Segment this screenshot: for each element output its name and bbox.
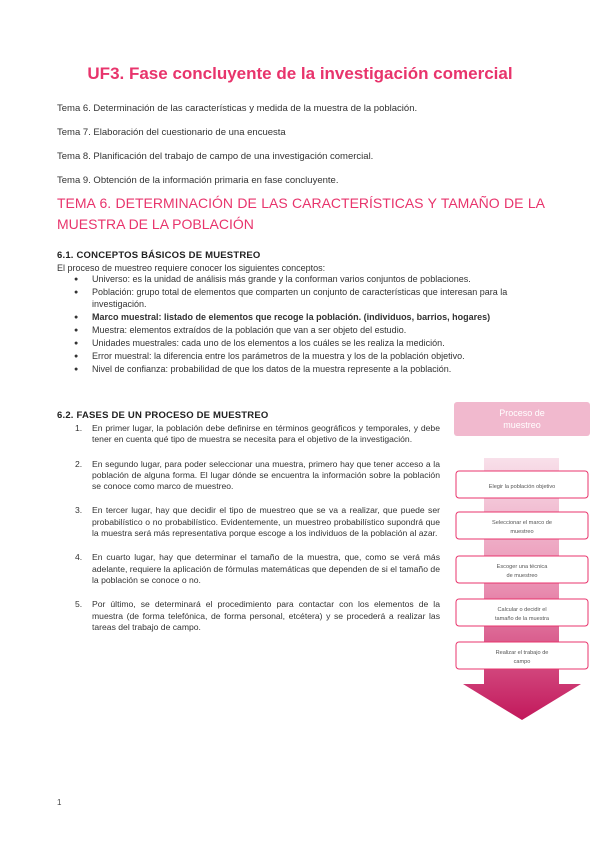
sampling-process-diagram (446, 396, 596, 726)
diagram-box-1-label: Elegir la población objetivo (488, 484, 556, 490)
section-heading: TEMA 6. DETERMINACIÓN DE LAS CARACTERÍSTICAS Y TAMAÑO DE LA MUESTRA DE LA POBLACIÓN (57, 195, 545, 232)
step-number: 1. (75, 423, 83, 433)
tema-8-line: Tema 8. Planificación del trabajo de campo de una investigación comercial. (57, 151, 374, 162)
tema-7-line: Tema 7. Elaboración del cuestionario de una encuesta (57, 127, 286, 138)
concepts-list (72, 274, 547, 377)
subsection-2-heading: 6.2. FASES DE UN PROCESO DE MUESTREO (57, 410, 269, 421)
list-item (70, 423, 440, 446)
tema-9-line: Tema 9. Obtención de la información primaria en fase concluyente. (57, 175, 339, 186)
page-number: 1 (57, 798, 62, 807)
tema-6-line: Tema 6. Determinación de las características y medida de la muestra de la población. (57, 103, 418, 114)
list-item: ● Unidades muestrales: cada uno de los elementos a los cuáles se les realiza la medición. (72, 338, 547, 350)
diagram-box-3-label-line1: Escoger una técnica (496, 564, 548, 570)
step-text: En segundo lugar, para poder seleccionar una muestra, primero hay que tener acceso a la población de alguna forma. El lugar dónde se encuentra la información sobre la población se conoce como marco de muestreo. (92, 458, 440, 492)
step-text: En cuarto lugar, hay que determinar el tamaño de la muestra, que, como se verá más adelante, requiere la aplicación de fórmulas matemáticas que dependen de si el tamaño de la población se conoce o no. (92, 552, 440, 585)
diagram-box-4-label-line1: Calcular o decidir el (497, 607, 547, 613)
list-item: ● Error muestral: la diferencia entre los parámetros de la muestra y los de la población objetivo. (72, 351, 547, 363)
list-item: ● Nivel de confianza: probabilidad de que los datos de la muestra represente a la población. (72, 364, 547, 376)
list-item: ● Universo: es la unidad de análisis más grande y la conforman varios conjuntos de poblaciones. (72, 274, 547, 286)
list-item (70, 459, 440, 493)
list-item: ● Muestra: elementos extraídos de la población que van a ser objeto del estudio. (72, 325, 547, 337)
document-title: UF3. Fase concluyente de la investigación comercial (87, 64, 513, 83)
step-text: En tercer lugar, hay que decidir el tipo de muestreo que se va a realizar, que puede ser probabilístico o no probabilístico. Evidentemente, un muestreo probabilístico supondrá que la muestra será más representativa porque escoge a los individuos de la población al azar. (92, 505, 440, 539)
list-item (70, 505, 440, 539)
diagram-box-4-label-line2: tamaño de la muestra (494, 616, 550, 622)
subsection-1-intro: El proceso de muestreo requiere conocer los siguientes conceptos: (57, 263, 326, 273)
diagram-title-line2: muestreo (503, 420, 541, 430)
step-number: 4. (75, 552, 83, 563)
list-item: ● Población: grupo total de elementos que comparten un conjunto de características que interesan para la investigación. (72, 287, 547, 310)
diagram-box-2-label-line2: muestreo (510, 529, 534, 535)
diagram-box-5-label-line1: Realizar el trabajo de (495, 650, 549, 656)
diagram-box-3-label-line2: de muestreo (506, 573, 538, 579)
list-item (70, 552, 440, 586)
step-number: 3. (75, 505, 83, 516)
list-item: ● Marco muestral: listado de elementos que recoge la población. (individuos, barrios, hogares) (72, 312, 547, 324)
step-text: Por último, se determinará el procedimiento para contactar con los elementos de la muestra (de forma telefónica, de forma personal, etcétera) y se procederá a realizar las tareas del trabajo de campo. (92, 599, 440, 632)
diagram-box-5-label-line2: campo (513, 659, 531, 665)
step-text: En primer lugar, la población debe definirse en términos geográficos y temporales, y debe tener en cuenta qué tipo de muestra se necesita para el objetivo de la investigación. (92, 423, 440, 445)
phases-list (70, 423, 440, 633)
step-number: 5. (75, 599, 83, 610)
diagram-title-line1: Proceso de (499, 408, 545, 418)
diagram-box-2-label-line1: Seleccionar el marco de (491, 520, 553, 526)
list-item (70, 599, 440, 633)
step-number: 2. (75, 458, 83, 469)
subsection-1-heading: 6.1. CONCEPTOS BÁSICOS DE MUESTREO (57, 250, 261, 261)
